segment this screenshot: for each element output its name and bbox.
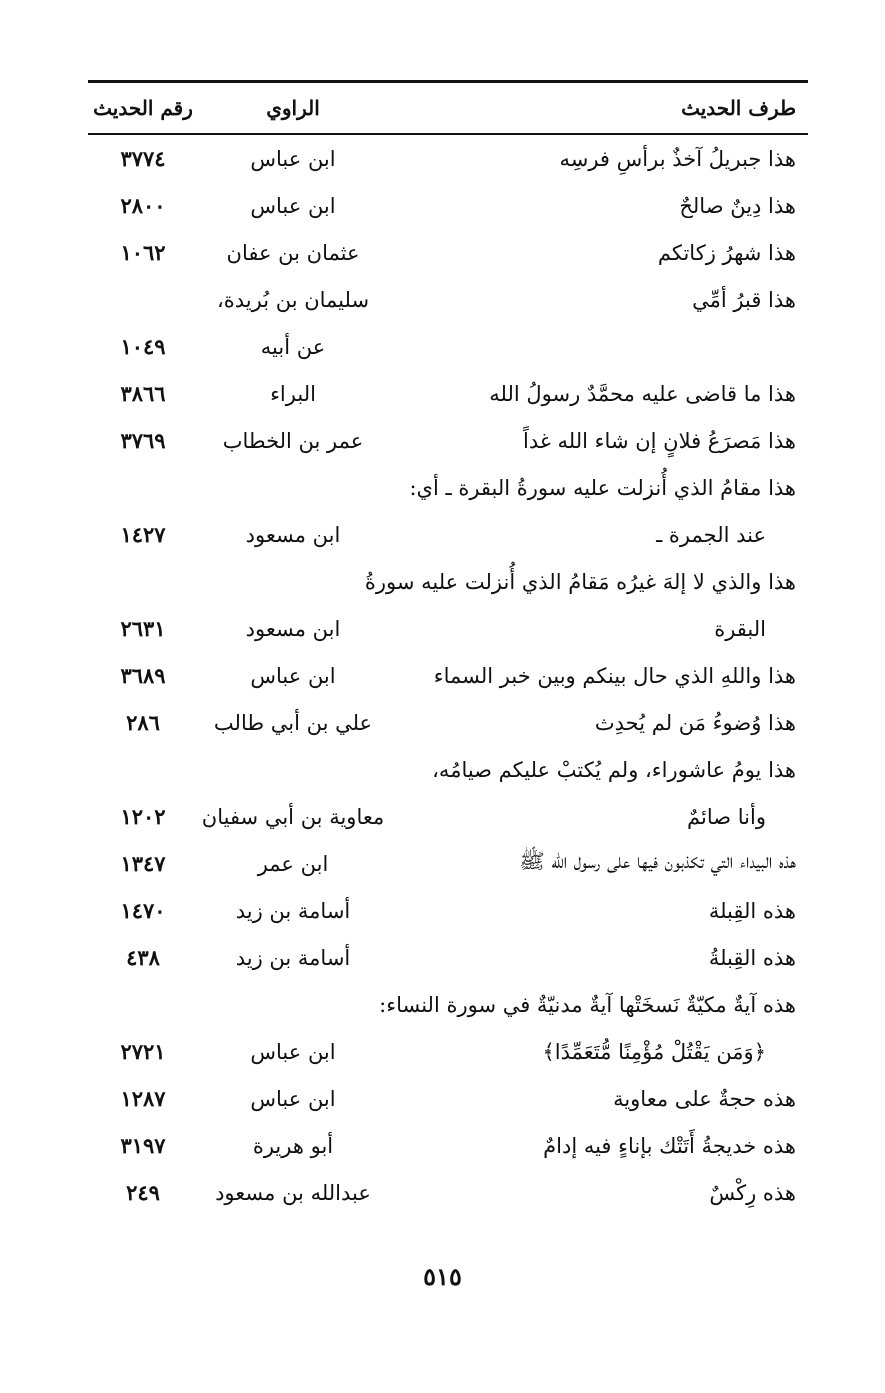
hadith-number [88,746,198,793]
table-row [88,135,808,182]
hadith-text: هذا يومُ عاشوراء، ولم يُكتبْ عليكم صيامُه، [432,757,796,782]
table-row [88,229,808,276]
hadith-text: هذا مقامُ الذي أُنزلت عليه سورةُ البقرة ـ أي: [409,475,796,500]
header-number: رقم الحديث [93,96,193,120]
hadith-text: هذه القِبلة [708,898,796,923]
hadith-number: ٢٧٢١ [120,1039,166,1064]
narrator: عمر بن الخطاب [222,428,364,453]
table-row [88,652,808,699]
narrator: عبدالله بن مسعود [215,1180,371,1205]
hadith-number [88,558,198,605]
table-row [88,323,808,370]
table-row [88,1028,808,1075]
hadith-number: ١٤٢٧ [120,522,166,547]
hadith-text: هذه خديجةُ أَتَتْك بإناءٍ فيه إدامٌ [543,1133,796,1158]
table-row [88,558,808,605]
table-row [88,1075,808,1122]
hadith-number: ٣٦٨٩ [120,663,166,688]
table-header [88,83,808,133]
hadith-text: هذه رِكْسٌ [709,1180,796,1205]
narrator: سليمان بن بُريدة، [216,287,370,312]
narrator: أسامة بن زيد [235,945,351,970]
hadith-number: ٢٨٠٠ [120,193,166,218]
hadith-number [88,276,198,323]
header-hadith: طرف الحديث [681,96,796,120]
table-row [88,370,808,417]
hadith-number: ٢٦٣١ [120,616,166,641]
narrator [198,464,388,511]
hadith-number: ٤٣٨ [126,945,160,970]
table-body [88,135,808,1216]
hadith-index-table [88,80,808,1216]
hadith-text: هذا شهرُ زكاتكم [657,240,796,265]
hadith-number: ١٠٦٢ [120,240,166,265]
table-row [88,182,808,229]
header-narrator: الراوي [266,96,320,120]
narrator: ابن عباس [250,146,336,171]
hadith-text: هذا ما قاضى عليه محمَّدٌ رسولُ الله [489,381,796,406]
hadith-text: البقرة [714,616,766,641]
hadith-number: ١٢٨٧ [120,1086,166,1111]
narrator: البراء [270,381,316,406]
narrator: ابن مسعود [245,616,341,641]
narrator [198,558,388,605]
table-row [88,699,808,746]
narrator: ابن مسعود [245,522,341,547]
hadith-text: هذا دِينٌ صالحٌ [679,193,796,218]
hadith-text: هذا جبريلُ آخذٌ برأسِ فرسِه [559,146,796,171]
hadith-number: ٢٤٩ [126,1180,160,1205]
narrator [198,746,388,793]
table-row [88,276,808,323]
hadith-number: ١٠٤٩ [120,334,166,359]
hadith-number: ١٢٠٢ [120,804,166,829]
table-row [88,605,808,652]
hadith-number: ٣١٩٧ [120,1133,166,1158]
hadith-number: ٣٧٧٤ [120,146,166,171]
table-row [88,887,808,934]
hadith-number: ٢٨٦ [126,710,160,735]
hadith-number: ٣٨٦٦ [120,381,166,406]
narrator: ابن عباس [250,1039,336,1064]
hadith-text: هذه القِبلةُ [708,945,796,970]
hadith-text [376,323,796,370]
hadith-text: هذا وُضوءُ مَن لم يُحدِث [594,710,796,735]
narrator: عثمان بن عفان [226,240,360,265]
narrator: أبو هريرة [252,1133,334,1158]
narrator: أسامة بن زيد [235,898,351,923]
table-row [88,511,808,558]
narrator [198,981,388,1028]
hadith-number [88,981,198,1028]
table-row [88,1122,808,1169]
narrator: معاوية بن أبي سفيان [201,804,385,829]
hadith-text: هذه آيةٌ مكيّةٌ نَسخَتْها آيةٌ مدنيّةٌ في سورة النساء: [379,992,796,1017]
narrator: ابن عباس [250,663,336,688]
hadith-number: ٣٧٦٩ [120,428,166,453]
hadith-text: هذا قبرُ أمِّي [692,287,796,312]
table-row [88,417,808,464]
narrator: ابن عمر [257,851,329,876]
hadith-text: ﴿وَمَن يَقْتُلْ مُؤْمِنًا مُّتَعَمِّدًا﴾ [542,1039,766,1064]
narrator: ابن عباس [250,1086,336,1111]
hadith-text: هذه البيداء التي تكذبون فيها على رسول الله ﷺ [519,849,796,873]
narrator: ابن عباس [250,193,336,218]
narrator: علي بن أبي طالب [213,710,373,735]
table-row [88,1169,808,1216]
hadith-text: وأنا صائمٌ [687,804,766,829]
table-row [88,464,808,511]
hadith-number: ١٣٤٧ [120,851,166,876]
table-row [88,934,808,981]
hadith-text: هذا والذي لا إلهَ غيرُه مَقامُ الذي أُنزلت عليه سورةُ [364,569,796,594]
hadith-text: عند الجمرة ـ [656,522,766,547]
hadith-text: هذا واللهِ الذي حال بينكم وبين خبر السماء [433,663,796,688]
table-row [88,840,808,887]
page-number: ٥١٥ [423,1262,462,1291]
table-row [88,981,808,1028]
hadith-number [88,464,198,511]
table-row [88,793,808,840]
narrator: عن أبيه [260,334,326,359]
hadith-number: ١٤٧٠ [120,898,166,923]
table-row [88,746,808,793]
hadith-text: هذا مَصرَعُ فلانٍ إن شاء الله غداً [523,428,796,453]
hadith-text: هذه حجةٌ على معاوية [613,1086,796,1111]
